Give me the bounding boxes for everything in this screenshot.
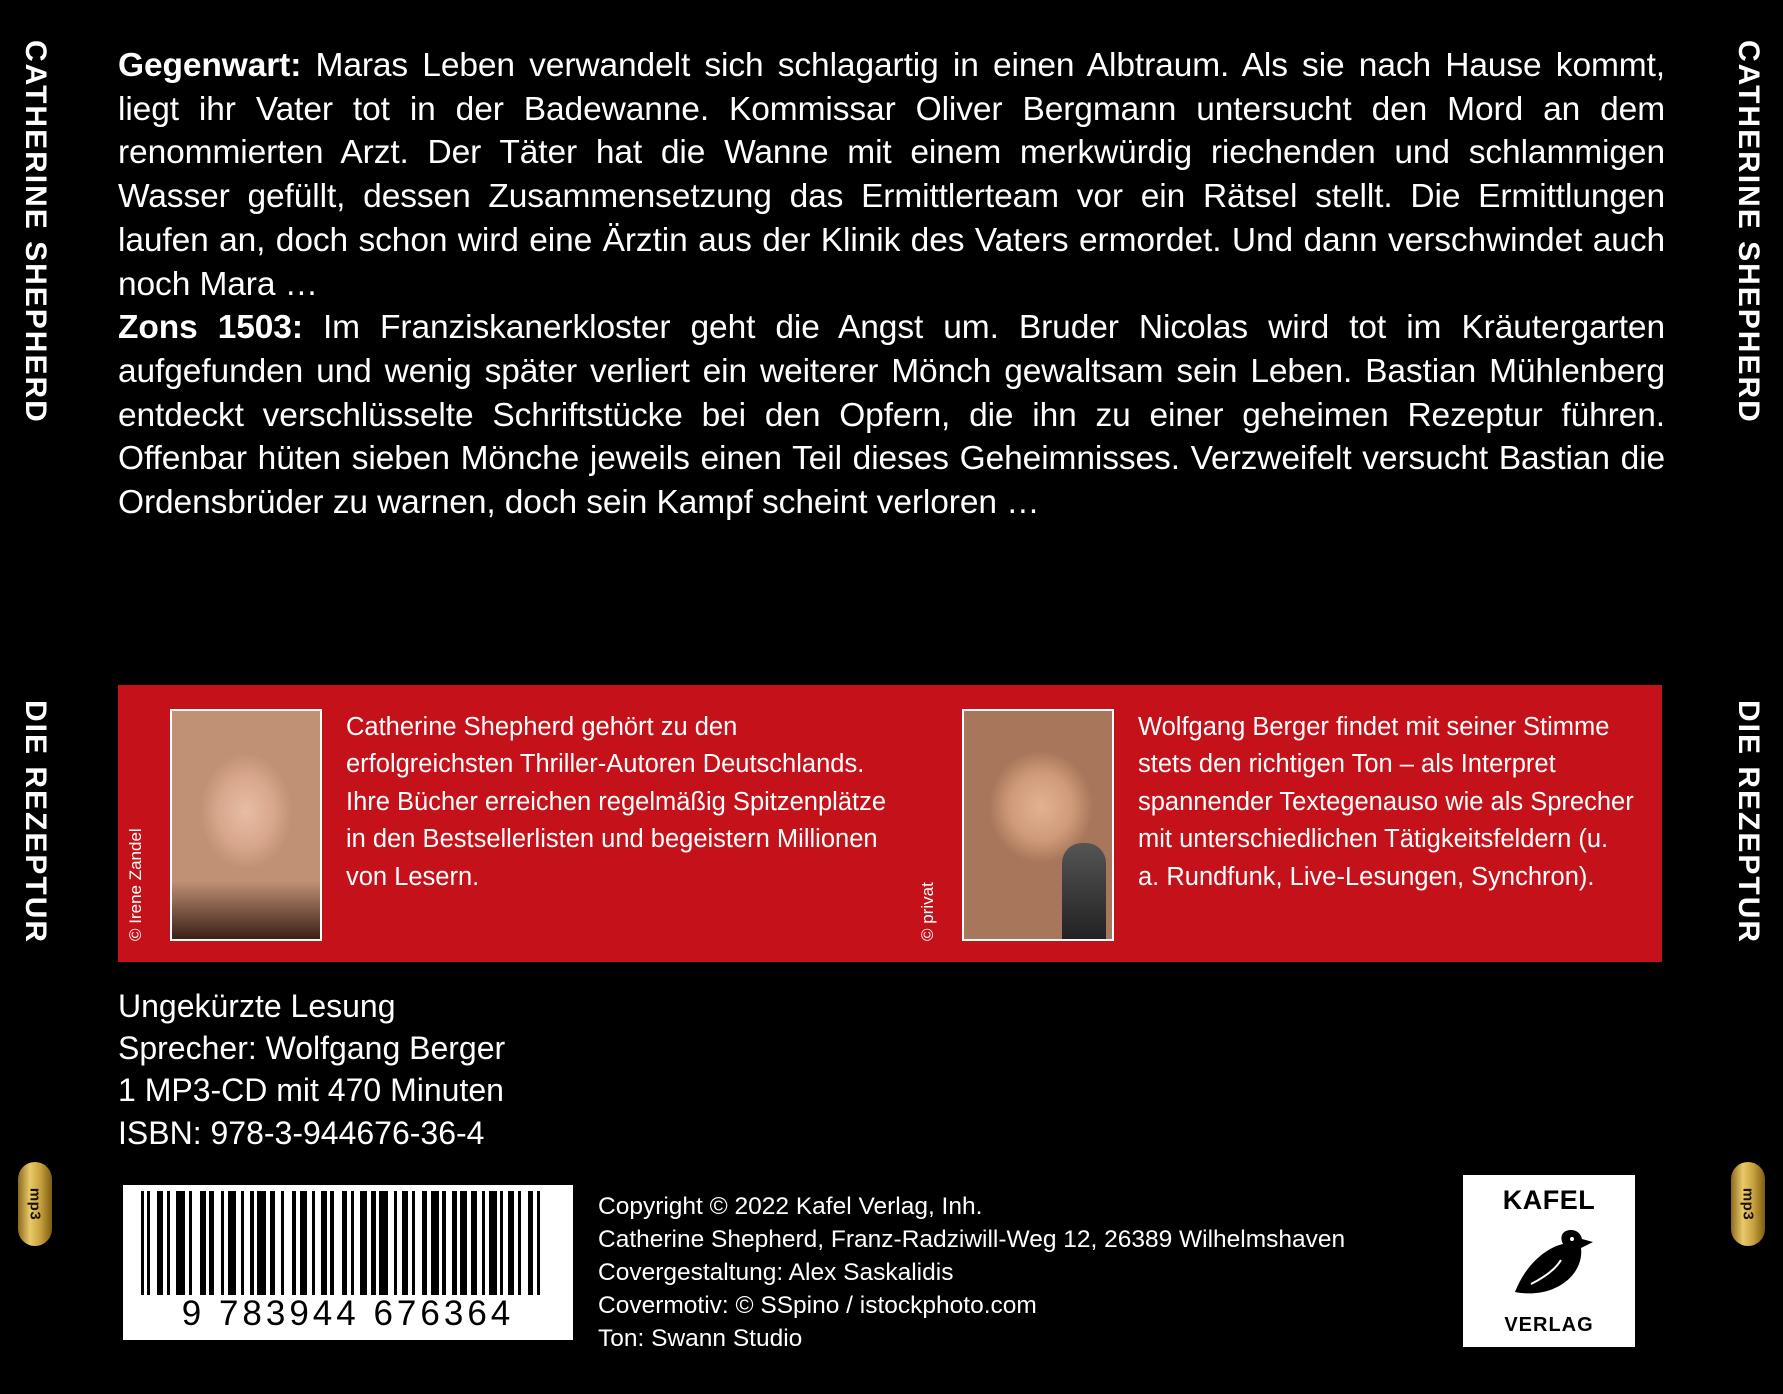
barcode-digits: 9 783944 676364 [181, 1294, 515, 1333]
blurb-paragraph-present [118, 44, 1665, 306]
author-photo-wrap-writer [126, 709, 322, 941]
copyright-block [598, 1190, 1345, 1355]
mp3-badge-right-label: mp3 [1739, 1187, 1757, 1221]
production-line-narrator: Sprecher: Wolfgang Berger [118, 1030, 506, 1067]
author-bio-writer: Catherine Shepherd gehört zu den erfolgreichsten Thriller-Autoren Deutschlands. Ihre Bücher erreichen regelmäßig Spitzenplätze in den Bestsellerlisten und begeistern Millionen von Lesern. [346, 713, 887, 891]
mp3-badge-right [1731, 1162, 1765, 1246]
production-info [118, 985, 505, 1154]
copyright-line-3: Covergestaltung: Alex Saskalidis [598, 1259, 954, 1287]
publisher-name: KAFEL [1502, 1185, 1596, 1215]
mp3-badge-left-label: mp3 [26, 1187, 44, 1221]
blurb-body-present: Maras Leben verwandelt sich schlagartig in einen Albtraum. Als sie nach Hause kommt, liegt ihr Vater tot in der Badewanne. Kommissar Oliver Bergmann untersucht den Mord an dem renommierten Arzt. Der Täter hat die Wanne mit einem merkwürdig riechenden und schlammigen Wasser gefüllt, dessen Zusammensetzung das Ermittlerteam vor ein Rätsel stellt. Die Ermittlungen laufen an, doch schon wird eine Ärztin aus der Klinik des Vaters ermordet. Und dann verschwindet auch noch Mara … [118, 47, 1665, 303]
production-line-format: Ungekürzte Lesung [118, 988, 396, 1024]
publisher-word: VERLAG [1504, 1314, 1594, 1336]
spine-right [1713, 0, 1783, 1394]
publisher-logo [1463, 1175, 1635, 1347]
author-portrait-writer [170, 709, 322, 941]
author-bio-narrator: Wolfgang Berger findet mit seiner Stimme stets den richtigen Ton – als Interpret spannender Textegenauso wie als Sprecher mit unterschiedlichen Tätigkeitsfeldern (u. a. Rundfunk, Live-Lesungen, Synchron). [1138, 713, 1634, 891]
photo-credit-narrator: © privat [918, 882, 937, 941]
author-portrait-narrator [962, 709, 1114, 941]
author-block-writer [126, 709, 890, 941]
bird-icon [1463, 1222, 1635, 1309]
author-photo-wrap-narrator [918, 709, 1114, 941]
barcode [123, 1185, 573, 1340]
barcode-bars [141, 1191, 559, 1295]
author-block-narrator [890, 709, 1636, 941]
production-line-isbn: ISBN: 978-3-944676-36-4 [118, 1114, 485, 1151]
copyright-line-1: Copyright © 2022 Kafel Verlag, Inh. [598, 1193, 983, 1220]
blurb-body-historic: Im Franziskanerkloster geht die Angst um. Bruder Nicolas wird tot im Kräutergarten aufgefunden und wenig später verliert ein weiterer Mönch gewaltsam sein Leben. Bastian Mühlenberg entdeckt verschlüsselte Schriftstücke bei den Opfern, die ihn zu einer geheimen Rezeptur führen. Offenbar hüten sieben Mönche jeweils einen Teil dieses Geheimnisses. Verzweifelt versucht Bastian die Ordensbrüder zu warnen, doch sein Kampf scheint verloren … [118, 309, 1665, 522]
copyright-line-5: Ton: Swann Studio [598, 1325, 803, 1353]
blurb-text [118, 44, 1665, 525]
blurb-paragraph-historic [118, 306, 1665, 525]
back-cover-content [118, 0, 1665, 1394]
spine-right-title: DIE REZEPTUR [1732, 700, 1765, 945]
blurb-label-historic: Zons 1503: [118, 309, 303, 347]
spine-left-author: CATHERINE SHEPHERD [19, 40, 52, 424]
spine-right-author: CATHERINE SHEPHERD [1732, 40, 1765, 424]
blurb-label-present: Gegenwart: [118, 47, 302, 84]
mp3-badge-left [18, 1162, 52, 1246]
copyright-line-2: Catherine Shepherd, Franz-Radziwill-Weg 12, 26389 Wilhelmshaven [598, 1226, 1346, 1254]
spine-left [0, 0, 70, 1394]
copyright-line-4: Covermotiv: © SSpino / istockphoto.com [598, 1292, 1037, 1320]
production-line-runtime: 1 MP3-CD mit 470 Minuten [118, 1072, 504, 1109]
authors-box [118, 685, 1662, 962]
spine-left-title: DIE REZEPTUR [19, 700, 52, 945]
photo-credit-writer: © Irene Zandel [126, 828, 145, 941]
